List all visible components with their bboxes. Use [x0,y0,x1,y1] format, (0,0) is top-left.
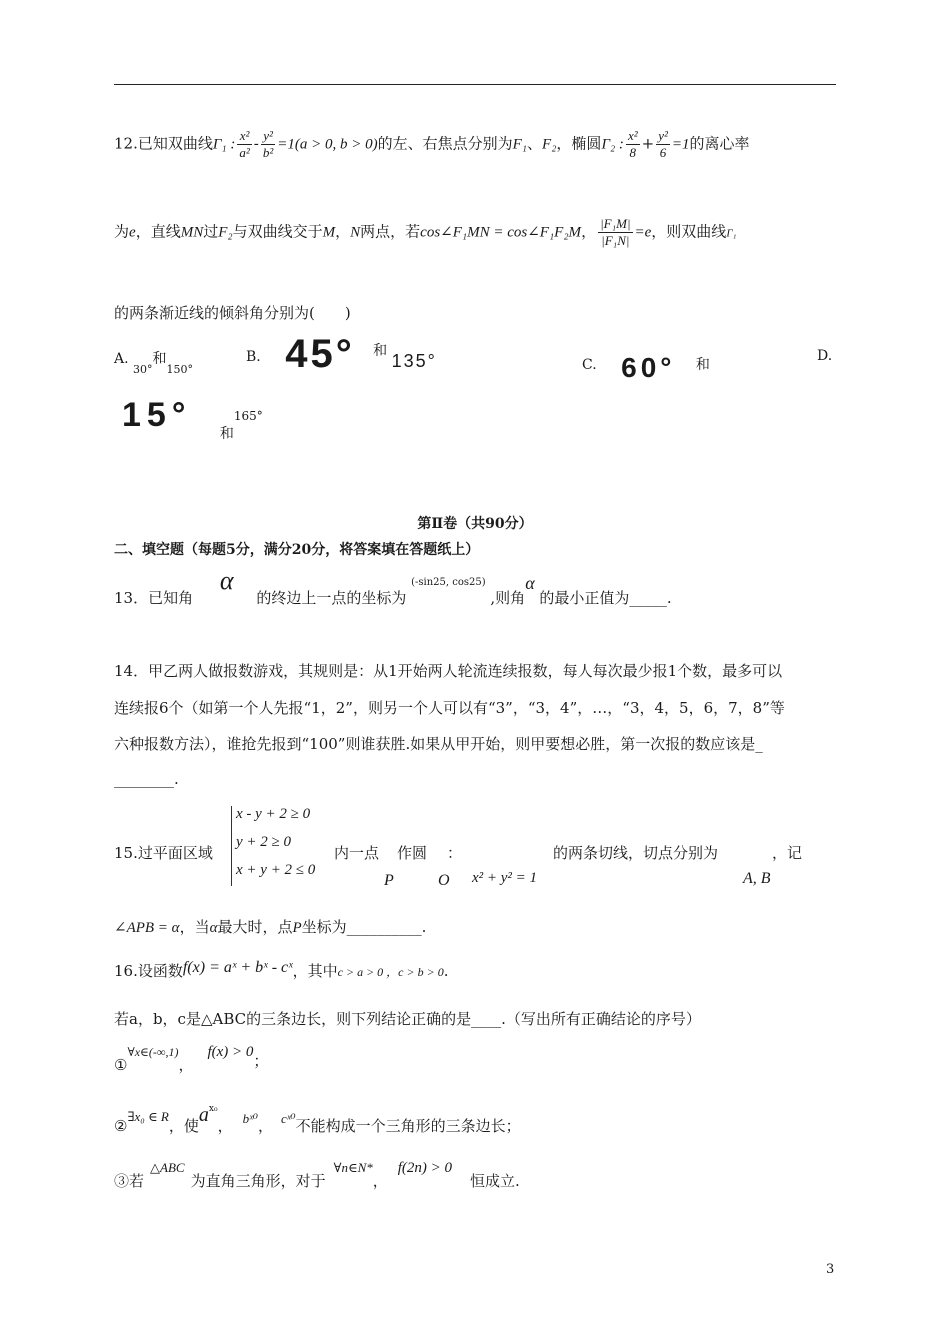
ineq3: x + y + 2 ≤ 0 [236,862,316,878]
q14-line2: 连续报6个（如第一个人先报“1，2”，则另一个人可以有“3”，“3，4”，…，“3，4，5，6，7，8”等 [114,699,785,717]
page-number: 3 [826,1262,835,1277]
q12-text: 12.已知双曲线 [114,134,213,153]
q13-line: 13．已知角 α 的终边上一点的坐标为 $^{(-sin25, cos25)}$ ,则角α 的最小正值为_____. [114,566,672,607]
gamma2: Γ₂ : [601,136,624,153]
option-d-label: D. [817,348,833,364]
statement-1: ①∀x∈(-∞,1)，f(x) > 0； [114,1044,269,1074]
section-title: 第Ⅱ卷（共90分） [417,516,533,532]
option-b: B. 45° 和 135° [246,332,437,376]
point-o: O [438,872,450,889]
q12-line3: 的两条渐近线的倾斜角分别为( ) [114,304,351,322]
circle-eq: x² + y² = 1 [472,870,538,886]
cos-equation: cos∠F₁MN = cos∠F₁F₂M [420,224,582,241]
ell-frac2: $\frac{\text{y²}}{6}$ [658,128,668,160]
option-c: C. 60° 和 [582,352,710,383]
q12-line2: 为e，直线MN过F₂与双曲线交于M，N两点，若cos∠F₁MN = cos∠F₁F₂M， $\frac{\text{|F₁M|}}{\text{|F₁N|}}$ =e，则双曲线Γ₁ [114,216,737,248]
focus-f2: F₂ [542,136,557,153]
q15-tail: 的两条切线，切点分别为 ，记 [553,844,803,862]
q16-line1: 16.设函数f(x) = aˣ + bˣ - cˣ，其中c > a > 0 ，c > b > 0. [114,959,449,980]
points-ab: A, B [743,870,771,887]
q15-line1: 15.过平面区域 [114,844,213,862]
header-rule [114,84,836,85]
focus-f1: F₁ [512,136,528,153]
option-a: A. $_{30^\circ}$和$_{150^\circ}$ [114,351,194,376]
q14-line1: 14．甲乙两人做报数游戏，其规则是：从1开始两人轮流连续报数，每人每次最少报1个数，最多可以 [114,662,783,680]
statement-2: ②∃x₀ ∈ R，使$a^{x_0}$， bˣ⁰， cˣ⁰不能构成一个三角形的三条边长； [114,1104,521,1135]
section-subtitle: 二、填空题（每题5分，满分20分，将答案填在答题纸上） [114,542,480,558]
point-p: P [384,872,394,889]
hyp-frac2: $\frac{\text{y²}}{\text{b²}}$ [262,128,274,160]
gamma1: Γ₁ : [212,136,236,153]
ineq1: x - y + 2 ≥ 0 [236,806,311,822]
hyp-frac1: $\frac{\text{x²}}{\text{a²}}$ [239,128,250,160]
ell-frac1: $\frac{\text{x²}}{8}$ [627,128,638,160]
ineq2: y + 2 ≥ 0 [236,834,292,850]
q14-line3: 六种报数方法），谁抢先报到“100”则谁获胜.如果从甲开始，则甲要想必胜，第一次报的数应该是_ [114,735,763,753]
q15-line2: ∠APB = α，当α最大时，点P坐标为__________. [114,918,427,936]
ratio-frac: $\frac{\text{|F₁M|}}{\text{|F₁N|}}$ [600,216,631,248]
hyp-cond: =1(a > 0, b > 0) [277,136,378,153]
option-d: 15° 和165° [122,396,263,442]
statement-3: ③若△ABC为直角三角形，对于∀n∈N*，f(2n) > 0恒成立. [114,1160,520,1190]
q14-line4: ________. [114,770,179,788]
q16-line2: 若a，b，c是△ABC的三条边长，则下列结论正确的是____.（写出所有正确结论的序号） [114,1010,701,1028]
q15-mid: 内一点 作圆 ： [334,844,463,862]
system-brace [231,806,232,886]
q12-line1: 12.已知双曲线Γ₁ : $\frac{\text{x²}}{\text{a²}}$ - $\frac{\text{y²}}{\text{b²}}$ =1(a > 0, b > 0)的左、右焦点分别为F₁、F₂，椭圆Γ₂ : $\frac{\text{x²}}{8}$ + $\frac{\text{y²}}{6}$ =1的离心率 [114,128,750,160]
